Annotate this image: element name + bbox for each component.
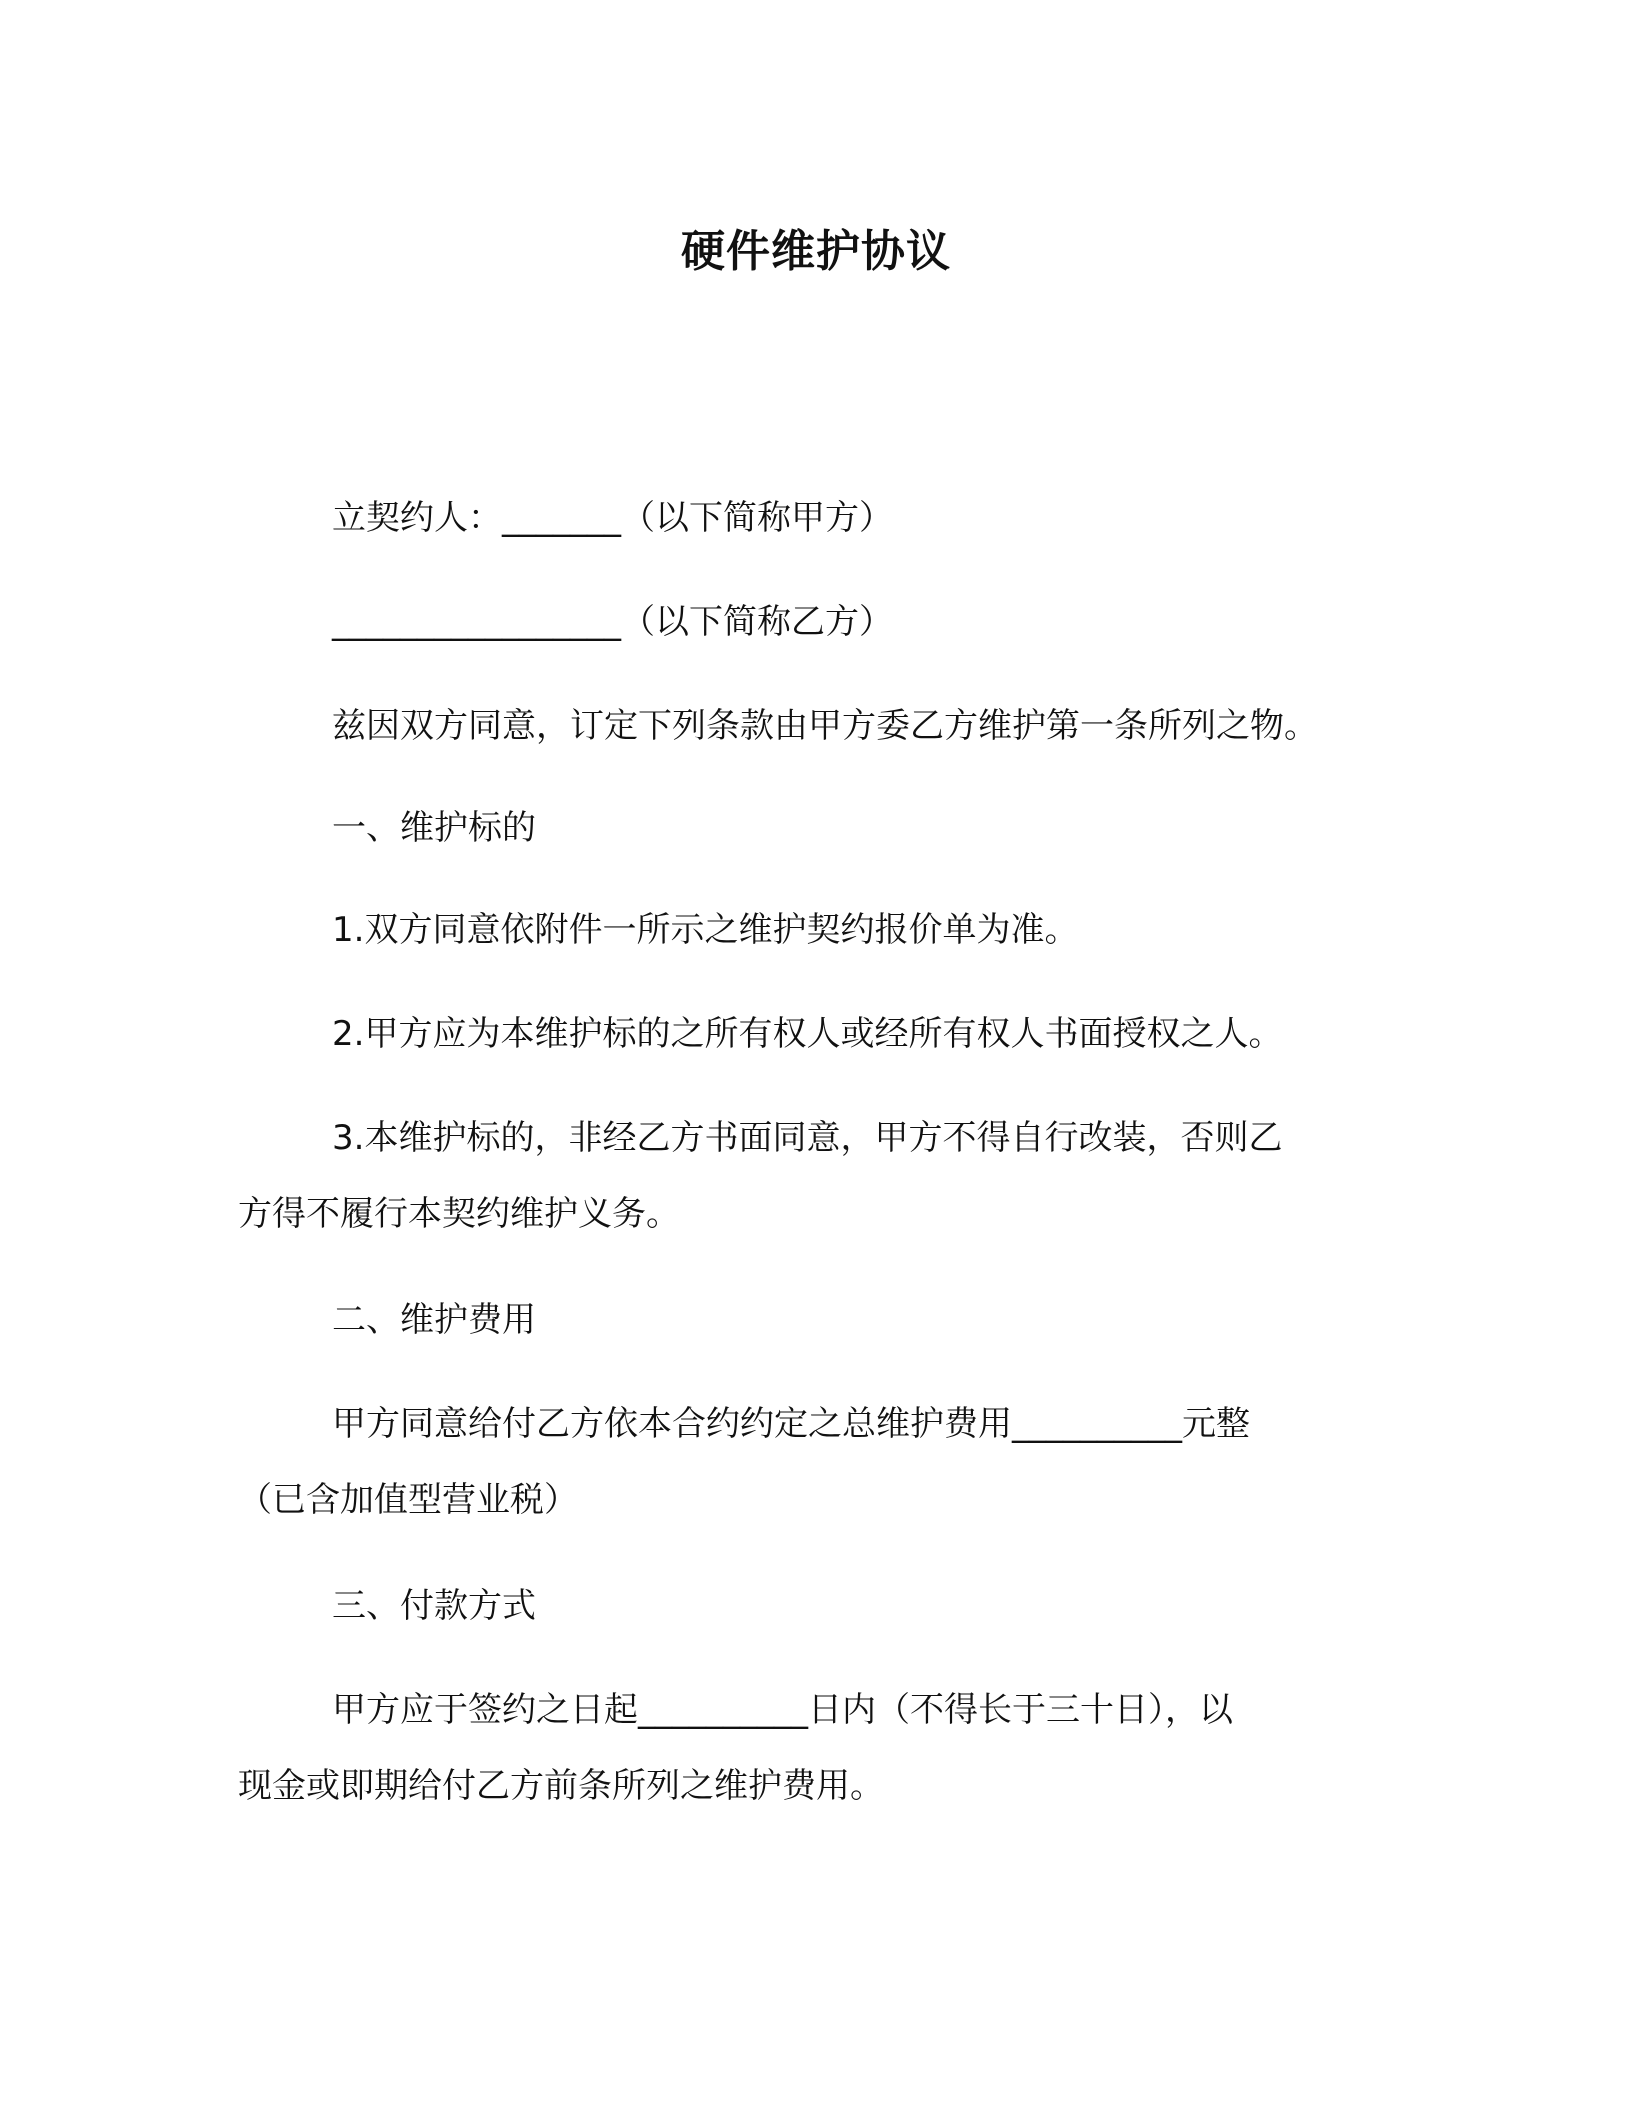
payment-clause-text-line-2: 现金或即期给付乙方前条所列之维护费用。 [238, 1766, 884, 1806]
document-title: 硬件维护协议 [681, 226, 951, 277]
fee-clause-text-line-1: 甲方同意给付乙方依本合约约定之总维护费用__________元整 [332, 1404, 1250, 1444]
contract-party-a-line: 立契约人：_______（以下简称甲方） [332, 498, 893, 538]
clause-1-3-text-line-2: 方得不履行本契约维护义务。 [238, 1194, 680, 1234]
section-heading-payment-method: 三、付款方式 [332, 1586, 536, 1626]
agreement-intro-text: 兹因双方同意，订定下列条款由甲方委乙方维护第一条所列之物。 [332, 706, 1318, 746]
fee-clause-text-line-2: （已含加值型营业税） [238, 1480, 578, 1520]
contract-party-b-line: _________________（以下简称乙方） [332, 602, 893, 642]
clause-1-2-text: 2.甲方应为本维护标的之所有权人或经所有权人书面授权之人。 [332, 1014, 1283, 1054]
clause-1-3-text-line-1: 3.本维护标的，非经乙方书面同意，甲方不得自行改装，否则乙 [332, 1118, 1283, 1158]
section-heading-maintenance-fee: 二、维护费用 [332, 1300, 536, 1340]
clause-1-1-text: 1.双方同意依附件一所示之维护契约报价单为准。 [332, 910, 1079, 950]
section-heading-maintenance-object: 一、维护标的 [332, 808, 536, 848]
payment-clause-text-line-1: 甲方应于签约之日起__________日内（不得长于三十日），以 [332, 1690, 1233, 1730]
